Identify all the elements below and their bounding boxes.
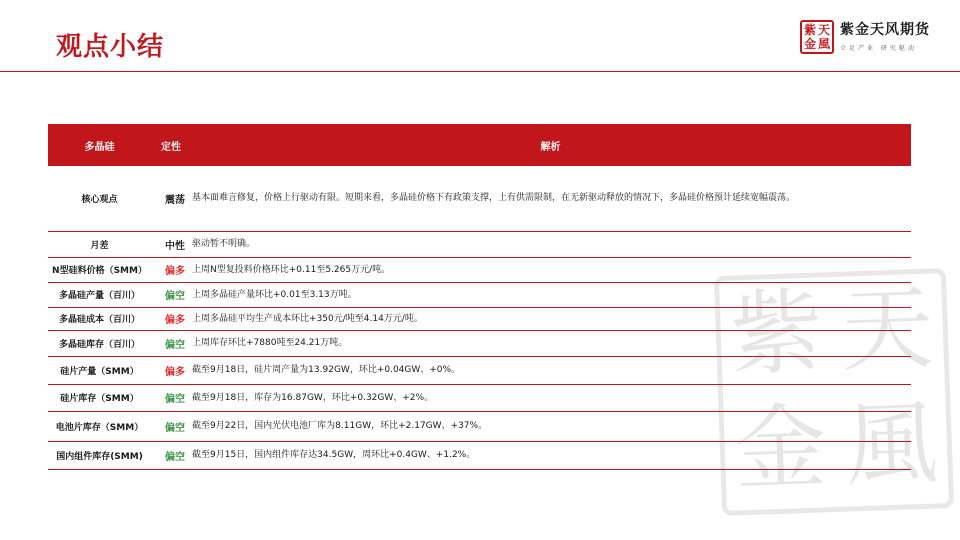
row-nature: 偏空 xyxy=(151,441,190,469)
row-item: 电池片库存（SMM） xyxy=(48,411,151,441)
row-item: 硅片产量（SMM） xyxy=(48,356,151,384)
table-header-row xyxy=(48,124,911,166)
row-item: 月差 xyxy=(48,231,151,257)
row-item: 多晶硅产量（百川） xyxy=(48,282,151,307)
company-slogan: 立足产业 研究驱动 xyxy=(840,45,917,52)
row-analysis: 截至9月18日，库存为16.87GW，环比+0.32GW、+2%。 xyxy=(190,384,911,411)
row-item: N型硅料价格（SMM） xyxy=(48,257,151,282)
row-analysis: 上周多晶硅平均生产成本环比+350元/吨至4.14万元/吨。 xyxy=(190,307,911,330)
row-item: 核心观点 xyxy=(48,166,151,231)
row-nature: 偏空 xyxy=(151,411,190,441)
watermark-char: 紫 xyxy=(728,278,825,389)
watermark-char: 天 xyxy=(839,274,936,385)
row-item: 国内组件库存(SMM) xyxy=(48,441,151,469)
logo-seal-char: 風 xyxy=(817,37,830,51)
row-analysis: 截至9月18日，硅片周产量为13.92GW，环比+0.04GW、+0%。 xyxy=(190,356,911,384)
logo-seal-char: 天 xyxy=(817,23,830,37)
logo-seal-icon xyxy=(800,20,834,54)
row-nature: 偏空 xyxy=(151,330,190,356)
row-nature: 偏多 xyxy=(151,356,190,384)
table-row xyxy=(48,282,911,307)
logo-seal-char: 金 xyxy=(803,37,816,51)
watermark-char: 風 xyxy=(843,389,940,500)
watermark-char: 金 xyxy=(732,393,829,504)
row-nature: 震荡 xyxy=(151,166,190,231)
table-row xyxy=(48,356,911,384)
header-item: 多晶硅 xyxy=(48,124,151,166)
company-logo xyxy=(800,20,930,54)
row-analysis: 上周库存环比+7880吨至24.21万吨。 xyxy=(190,330,911,356)
table-row xyxy=(48,231,911,257)
table-row xyxy=(48,257,911,282)
row-nature: 偏多 xyxy=(151,257,190,282)
table-row xyxy=(48,166,911,231)
logo-seal-char: 紫 xyxy=(803,23,816,37)
table-row xyxy=(48,384,911,411)
row-analysis: 截至9月15日，国内组件库存达34.5GW，周环比+0.4GW、+1.2%。 xyxy=(190,441,911,469)
row-nature: 偏空 xyxy=(151,282,190,307)
row-nature: 中性 xyxy=(151,231,190,257)
row-nature: 偏空 xyxy=(151,384,190,411)
table-row xyxy=(48,307,911,330)
row-analysis: 驱动暂不明确。 xyxy=(190,231,911,257)
header-analysis: 解析 xyxy=(190,124,911,166)
table-row xyxy=(48,411,911,441)
row-analysis: 上周多晶硅产量环比+0.01至3.13万吨。 xyxy=(190,282,911,307)
row-item: 多晶硅成本（百川） xyxy=(48,307,151,330)
row-analysis: 上周N型复投料价格环比+0.11至5.265万元/吨。 xyxy=(190,257,911,282)
row-item: 硅片库存（SMM） xyxy=(48,384,151,411)
row-nature: 偏多 xyxy=(151,307,190,330)
row-analysis: 截至9月22日，国内光伏电池厂库为8.11GW，环比+2.17GW、+37%。 xyxy=(190,411,911,441)
logo-text xyxy=(840,20,930,52)
table-row xyxy=(48,441,911,469)
row-item: 多晶硅库存（百川） xyxy=(48,330,151,356)
table-row xyxy=(48,330,911,356)
row-analysis: 基本面难言修复，价格上行驱动有限。短期来看，多晶硅价格下有政策支撑，上有供需限制，在无新驱动释放的情况下，多晶硅价格预计延续宽幅震荡。 xyxy=(190,166,911,231)
header-nature: 定性 xyxy=(151,124,190,166)
title-divider xyxy=(0,71,960,72)
company-name: 紫金天风期货 xyxy=(840,22,930,38)
page-title: 观点小结 xyxy=(56,32,165,62)
summary-table xyxy=(48,124,911,470)
